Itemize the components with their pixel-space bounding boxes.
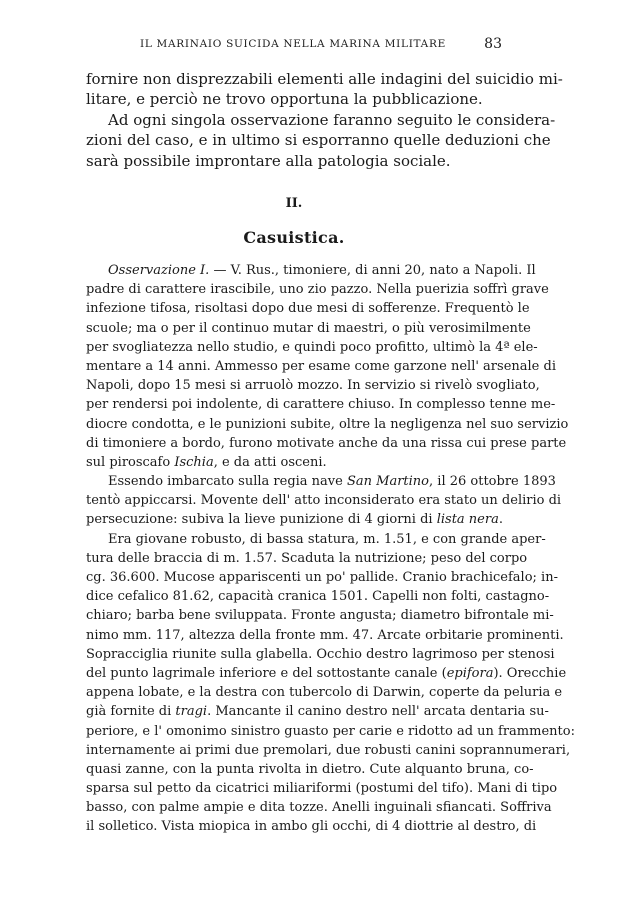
- section-numeral: II.: [285, 196, 303, 211]
- text-line: Ad ogni singola osservazione faranno seguito le considera-: [108, 110, 556, 129]
- text-line: Osservazione I. — V. Rus., timoniere, di anni 20, nato a Napoli. Il: [108, 263, 536, 278]
- text-line: per svogliatezza nello studio, e quindi poco profitto, ultimò la 4ª ele-: [86, 339, 538, 355]
- text-line: appena lobate, e la destra con tubercolo di Darwin, coperte da peluria e: [86, 685, 563, 701]
- observation-text: [86, 261, 575, 837]
- text-line: zioni del caso, e in ultimo si esporranno quelle deduzioni che: [86, 131, 551, 150]
- text-line: fornire non disprezzabili elementi alle indagini del suicidio mi-: [86, 70, 563, 88]
- text-line: Napoli, dopo 15 mesi si arruolò mozzo. In servizio si rivelò svogliato,: [86, 378, 540, 394]
- text-line: scuole; ma o per il continuo mutar di maestri, o più verosimilmente: [86, 320, 531, 336]
- text-line: sarà possibile improntare alla patologia sociale.: [86, 151, 451, 170]
- text-line: cg. 36.600. Mucose appariscenti un po' pallide. Cranio brachicefalo; in-: [86, 570, 558, 585]
- text-line: Sopracciglia riunite sulla glabella. Occhio destro lagrimoso per stenosi: [86, 646, 555, 662]
- text-line: Essendo imbarcato sulla regia nave San Martino, il 26 ottobre 1893: [108, 474, 556, 490]
- text-line: tentò appiccarsi. Movente dell' atto inconsiderato era stato un delirio di: [86, 493, 562, 509]
- text-line: diocre condotta, e le punizioni subite, oltre la negligenza nel suo servizio: [86, 416, 569, 432]
- intro-text: [86, 69, 563, 171]
- text-line: sparsa sul petto da cicatrici miliariformi (postumi del tifo). Mani di tipo: [86, 781, 558, 797]
- italic-term: tragi: [175, 704, 208, 720]
- italic-term: lista nera: [436, 512, 499, 528]
- ship-name: Ischia: [174, 454, 214, 470]
- text-line: chiaro; barba bene sviluppata. Fronte angusta; diametro bifrontale mi-: [86, 608, 554, 624]
- text-line: per rendersi poi indolente, di carattere chiuso. In complesso tenne me-: [86, 397, 556, 413]
- running-head: IL MARINAIO SUICIDA NELLA MARINA MILITARE: [140, 38, 446, 50]
- text-line: tura delle braccia di m. 1.57. Scaduta la nutrizione; peso del corpo: [86, 550, 528, 566]
- text-line: dice cefalico 81.62, capacità cranica 1501. Capelli non folti, castagno-: [86, 589, 550, 605]
- observation-label: Osservazione I.: [108, 263, 210, 278]
- text-line: nimo mm. 117, altezza della fronte mm. 47. Arcate orbitarie prominenti.: [86, 627, 564, 643]
- text-line: già fornite di tragi. Mancante il canino destro nell' arcata dentaria su-: [86, 704, 549, 720]
- text-line: sul piroscafo Ischia, e da atti osceni.: [86, 454, 327, 470]
- text-line: il solletico. Vista miopica in ambo gli occhi, di 4 diottrie al destro, di: [86, 819, 537, 835]
- text-line: di timoniere a bordo, furono motivate anche da una rissa cui prese parte: [86, 435, 567, 451]
- text-line: infezione tifosa, risoltasi dopo due mesi di sofferenze. Frequentò le: [86, 301, 530, 317]
- text-line: internamente ai primi due premolari, due robusti canini soprannumerari,: [86, 742, 571, 758]
- text-line: quasi zanne, con la punta rivolta in dietro. Cute alquanto bruna, co-: [86, 761, 534, 777]
- text-line: padre di carattere irascibile, uno zio pazzo. Nella puerizia soffrì grave: [86, 282, 549, 298]
- text-line: litare, e perciò ne trovo opportuna la pubblicazione.: [86, 90, 483, 109]
- text-line: persecuzione: subiva la lieve punizione di 4 giorni di lista nera.: [86, 512, 503, 528]
- text-line: del punto lagrimale inferiore e del sottostante canale (epifora). Orecchie: [86, 665, 567, 681]
- text-line: periore, e l' omonimo sinistro guasto per carie e ridotto ad un frammento:: [86, 723, 575, 739]
- section-title: Casuistica.: [243, 228, 345, 247]
- text-line: basso, con palme ampie e dita tozze. Anelli inguinali sfiancati. Soffriva: [86, 800, 552, 816]
- text-line: mentare a 14 anni. Ammesso per esame come garzone nell' arsenale di: [86, 358, 556, 374]
- page-number: 83: [484, 36, 502, 52]
- text-line: Era giovane robusto, di bassa statura, m. 1.51, e con grande aper-: [108, 531, 546, 547]
- page-header: [86, 36, 502, 56]
- ship-name: San Martino: [346, 474, 430, 490]
- italic-term: epifora: [446, 665, 494, 681]
